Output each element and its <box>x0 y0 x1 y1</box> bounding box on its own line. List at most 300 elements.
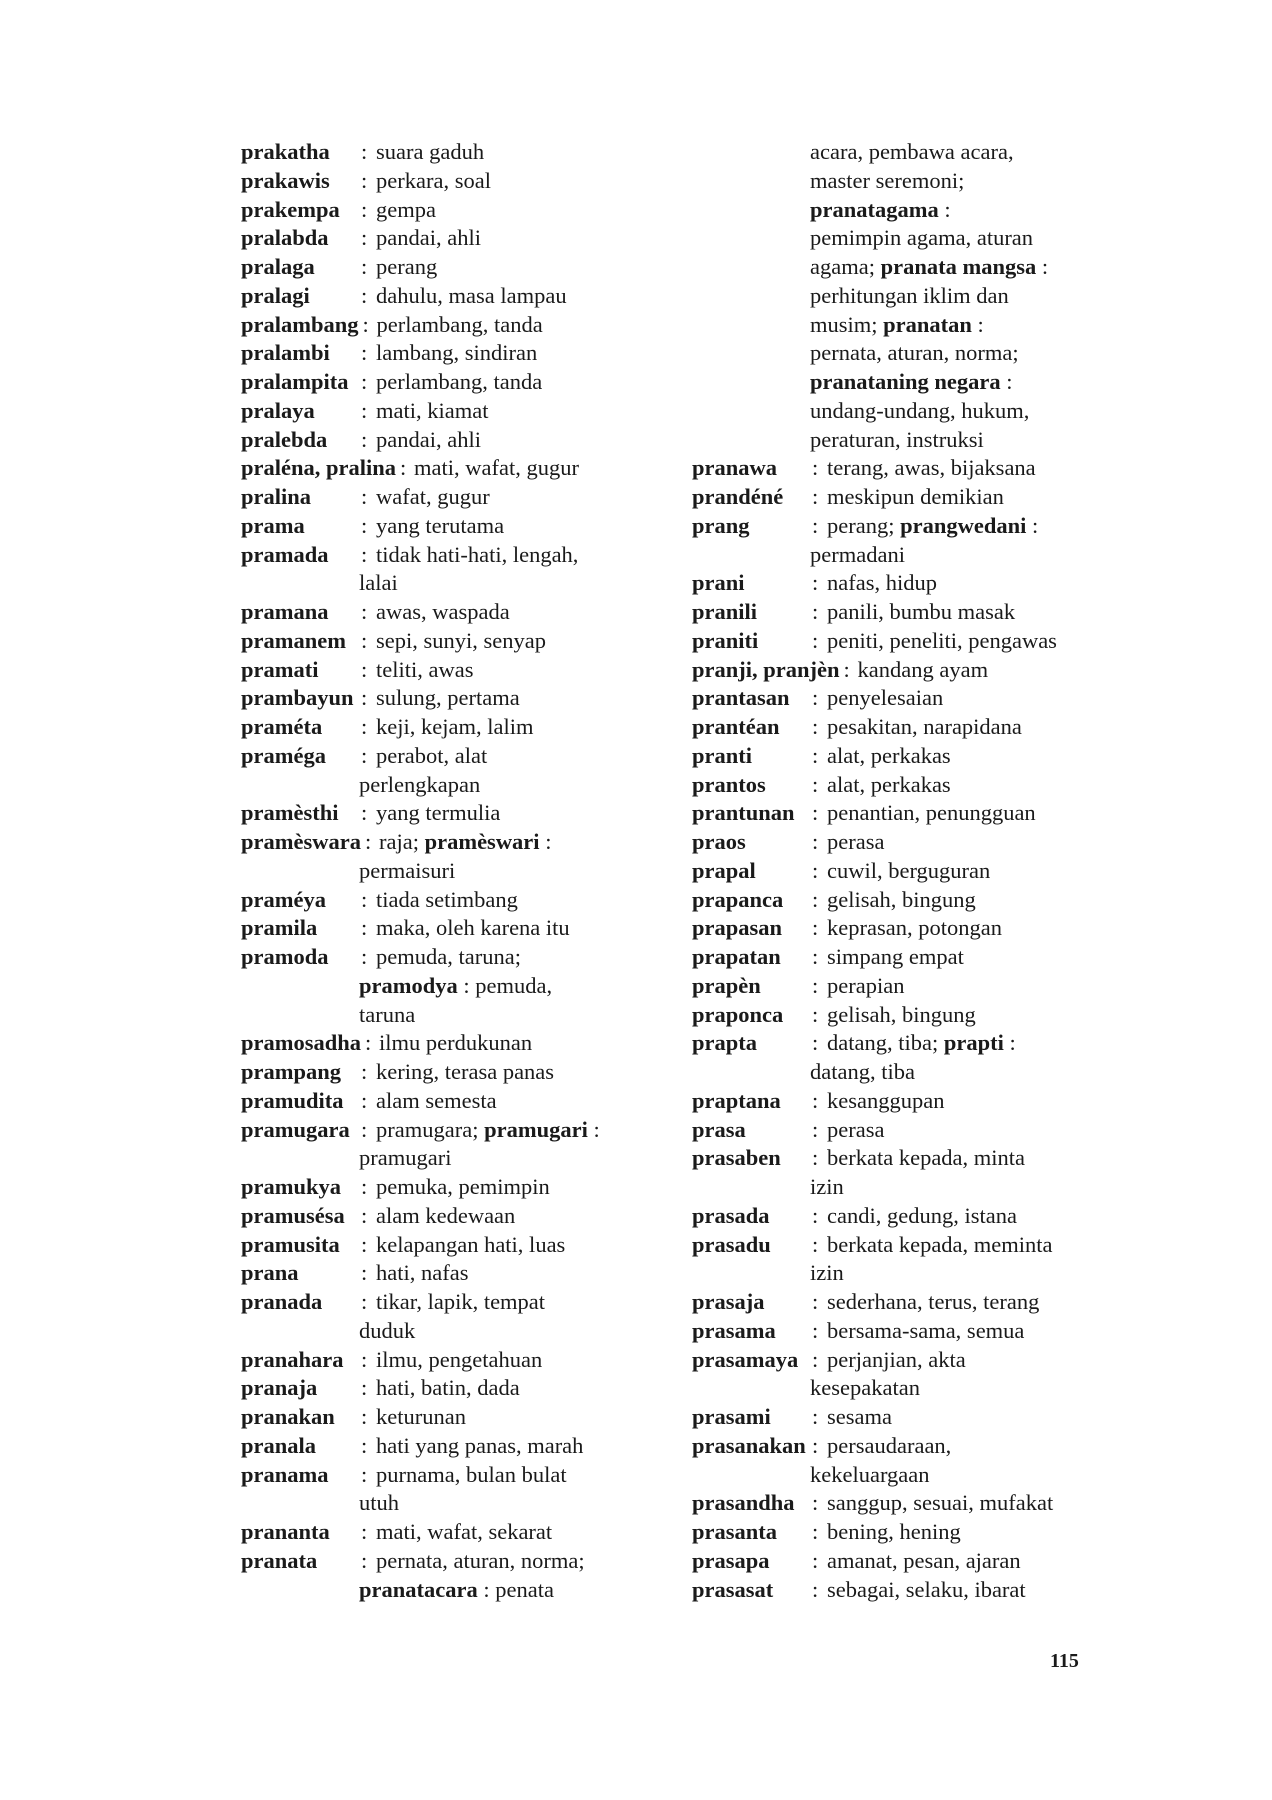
continuation-definition: duduk <box>359 1317 416 1343</box>
dictionary-entry <box>692 1202 1092 1231</box>
headword: pralaga <box>241 254 315 279</box>
continuation-line <box>241 857 651 886</box>
dictionary-entry <box>692 627 1092 656</box>
separator-colon: : <box>361 426 368 452</box>
headword: prasanta <box>692 1519 778 1544</box>
separator-colon: : <box>361 1519 368 1544</box>
separator-colon: : <box>361 1087 368 1113</box>
dictionary-entry <box>241 1058 651 1087</box>
sub-headword: pramugari <box>484 1116 588 1142</box>
separator-colon: : <box>361 1202 368 1228</box>
headword: pramèswara <box>241 829 361 854</box>
headword: pranala <box>241 1432 317 1458</box>
headword: prantasan <box>692 685 790 711</box>
dictionary-entry <box>692 742 1092 771</box>
continuation-text <box>810 167 964 196</box>
separator-colon: : <box>812 1576 819 1602</box>
continuation-text <box>810 311 984 340</box>
definition: simpang empat <box>827 944 964 969</box>
definition: perlambang, tanda <box>376 311 543 337</box>
continuation-definition: izin <box>810 1260 844 1286</box>
dictionary-entry <box>692 656 1092 685</box>
headword: pramila <box>241 915 318 941</box>
continuation-text <box>810 397 1029 426</box>
definition: lambang, sindiran <box>376 340 538 366</box>
continuation-definition: : <box>1006 369 1013 394</box>
dictionary-entry <box>241 1288 651 1317</box>
headword: pralampita <box>241 369 349 394</box>
dictionary-entry <box>692 1403 1092 1432</box>
definition: keturunan <box>376 1404 466 1429</box>
dictionary-entry <box>692 483 1092 512</box>
separator-colon: : <box>361 886 368 912</box>
separator-colon: : <box>812 944 819 969</box>
continuation-line <box>241 972 651 1001</box>
dictionary-entry <box>241 1461 651 1490</box>
continuation-line <box>692 224 1092 253</box>
dictionary-entry <box>241 1259 651 1288</box>
headword: prasami <box>692 1404 771 1429</box>
separator-colon: : <box>400 455 407 481</box>
separator-colon: : <box>812 972 819 998</box>
continuation-text <box>810 368 1013 397</box>
separator-colon: : <box>361 512 368 538</box>
continuation-definition: musim; <box>810 311 878 337</box>
separator-colon: : <box>361 541 368 567</box>
dictionary-entry <box>241 368 651 397</box>
headword: prasapa <box>692 1547 770 1573</box>
definition: perasa <box>827 1116 885 1142</box>
separator-colon: : <box>361 167 368 193</box>
continuation-line <box>692 1259 1092 1288</box>
right-column <box>692 138 1092 1604</box>
definition: peniti, peneliti, pengawas <box>827 627 1057 653</box>
continuation-text <box>810 339 1019 368</box>
headword: pralina <box>241 484 312 509</box>
dictionary-entry <box>241 541 651 570</box>
dictionary-entry <box>241 1547 651 1576</box>
separator-colon: : <box>812 1346 819 1372</box>
definition: perang <box>376 254 438 279</box>
headword: praptana <box>692 1087 781 1113</box>
separator-colon: : <box>812 512 819 538</box>
separator-colon: : <box>812 455 819 481</box>
headword: prang <box>692 512 750 538</box>
definition: gelisah, bingung <box>827 886 976 912</box>
continuation-line <box>692 282 1092 311</box>
separator-colon: : <box>1041 254 1049 279</box>
definition: perapian <box>827 972 905 998</box>
dictionary-entry <box>692 914 1092 943</box>
headword: pramoda <box>241 944 329 969</box>
separator-colon: : <box>812 570 819 596</box>
separator-colon: : <box>361 656 368 682</box>
separator-colon: : <box>361 742 368 768</box>
continuation-line <box>692 311 1092 340</box>
definition: datang, tiba; prapti : <box>827 1030 1016 1056</box>
headword: pralaya <box>241 397 315 423</box>
separator-colon: : <box>812 886 819 912</box>
continuation-line <box>692 1058 1092 1087</box>
headword: prasanakan <box>692 1432 806 1458</box>
dictionary-entry <box>241 1029 651 1058</box>
dictionary-entry <box>241 656 651 685</box>
continuation-definition: kekeluargaan <box>810 1461 930 1487</box>
definition: tikar, lapik, tempat <box>376 1289 546 1314</box>
dictionary-entry <box>692 1346 1092 1375</box>
continuation-text <box>359 569 398 598</box>
separator-colon: : <box>1032 512 1039 538</box>
dictionary-entry <box>241 1432 651 1461</box>
sub-headword: pranatacara <box>359 1576 478 1602</box>
definition: maka, oleh karena itu <box>376 915 570 941</box>
definition: gelisah, bingung <box>827 1001 976 1027</box>
continuation-line <box>692 1374 1092 1403</box>
continuation-text <box>359 1144 451 1173</box>
headword: pranili <box>692 599 758 624</box>
dictionary-entry <box>692 886 1092 915</box>
continuation-text <box>810 1461 930 1490</box>
continuation-text <box>359 1489 399 1518</box>
separator-colon: : <box>977 311 984 337</box>
separator-colon: : <box>361 1174 368 1199</box>
dictionary-entry <box>692 1087 1092 1116</box>
headword: pramanem <box>241 627 346 653</box>
definition: persaudaraan, <box>827 1432 952 1458</box>
headword: pralambang <box>241 311 359 337</box>
definition: penantian, penungguan <box>827 800 1036 826</box>
page-number: 115 <box>1050 1650 1079 1672</box>
definition: wafat, gugur <box>376 484 490 509</box>
separator-colon: : <box>361 714 368 739</box>
dictionary-entry <box>241 483 651 512</box>
headword: pramugara <box>241 1116 350 1142</box>
separator-colon: : <box>812 829 819 854</box>
continuation-definition: pemimpin agama, aturan <box>810 225 1034 251</box>
continuation-text <box>810 1173 844 1202</box>
separator-colon: : <box>361 340 368 366</box>
headword: prasamaya <box>692 1346 799 1372</box>
separator-colon: : <box>812 915 819 941</box>
dictionary-entry <box>241 454 651 483</box>
dictionary-entry <box>692 857 1092 886</box>
headword: prantunan <box>692 800 795 826</box>
headword: pranata <box>241 1547 318 1573</box>
dictionary-entry <box>241 1346 651 1375</box>
continuation-line <box>241 1489 651 1518</box>
separator-colon: : <box>593 1116 600 1142</box>
sub-headword: prapti <box>943 1030 1004 1056</box>
sub-headword: pramodya <box>359 972 458 998</box>
headword: pramosadha <box>241 1030 362 1056</box>
definition: tiada setimbang <box>376 886 518 912</box>
headword: prakatha <box>241 139 330 164</box>
dictionary-entry <box>692 1116 1092 1145</box>
headword: pralagi <box>241 282 310 308</box>
definition: mati, kiamat <box>376 397 489 423</box>
separator-colon: : <box>812 1404 819 1429</box>
dictionary-entry <box>241 1116 651 1145</box>
separator-colon: : <box>361 225 368 251</box>
dictionary-entry <box>241 282 651 311</box>
dictionary-entry <box>692 1432 1092 1461</box>
continuation-line <box>692 368 1092 397</box>
dictionary-entry <box>241 799 651 828</box>
continuation-line <box>241 1317 651 1346</box>
headword: pramana <box>241 599 329 624</box>
definition: mati, wafat, gugur <box>414 455 579 481</box>
continuation-line <box>241 1576 651 1605</box>
sub-headword: prangwedani <box>900 512 1027 538</box>
continuation-text <box>359 1576 554 1605</box>
separator-colon: : <box>812 1289 819 1314</box>
dictionary-entry <box>692 1029 1092 1058</box>
dictionary-entry <box>241 397 651 426</box>
continuation-line <box>692 1461 1092 1490</box>
definition: perasa <box>827 829 885 854</box>
continuation-text <box>359 972 552 1001</box>
separator-colon: : <box>361 1404 368 1429</box>
separator-colon: : <box>361 599 368 624</box>
definition: alat, perkakas <box>827 742 951 768</box>
headword: pranada <box>241 1289 323 1314</box>
continuation-definition: : pemuda, <box>463 972 553 998</box>
headword: pranama <box>241 1461 329 1487</box>
separator-colon: : <box>361 800 368 826</box>
headword: praponca <box>692 1001 784 1027</box>
definition: pramugara; pramugari : <box>376 1116 600 1142</box>
definition: teliti, awas <box>376 656 474 682</box>
definition: gempa <box>376 196 436 222</box>
dictionary-entry <box>692 1576 1092 1605</box>
definition: kering, terasa panas <box>376 1059 555 1084</box>
continuation-text <box>810 1058 915 1087</box>
separator-colon: : <box>1009 1030 1016 1056</box>
continuation-line <box>692 1173 1092 1202</box>
dictionary-entry <box>692 771 1092 800</box>
headword: pranti <box>692 742 753 768</box>
continuation-line <box>692 397 1092 426</box>
separator-colon: : <box>812 771 819 797</box>
continuation-definition: permadani <box>810 541 905 567</box>
continuation-text <box>810 196 951 225</box>
headword: prambayun <box>241 685 354 711</box>
dictionary-entry <box>692 1288 1092 1317</box>
dictionary-entry <box>241 886 651 915</box>
separator-colon: : <box>361 944 368 969</box>
continuation-definition: master seremoni; <box>810 167 965 193</box>
continuation-definition: undang-undang, hukum, <box>810 397 1030 423</box>
headword: prananta <box>241 1519 330 1544</box>
definition: pandai, ahli <box>376 426 481 452</box>
separator-colon: : <box>812 1116 819 1142</box>
headword: prapal <box>692 857 756 883</box>
dictionary-entry <box>692 1231 1092 1260</box>
continuation-text <box>359 1001 415 1030</box>
dictionary-entry <box>241 713 651 742</box>
continuation-definition: pernata, aturan, norma; <box>810 340 1019 366</box>
left-column <box>241 138 651 1604</box>
definition: perkara, soal <box>376 167 491 193</box>
dictionary-entry <box>241 339 651 368</box>
continuation-text <box>810 1259 844 1288</box>
headword: prakempa <box>241 196 340 222</box>
headword: pramusita <box>241 1231 340 1257</box>
definition: terang, awas, bijaksana <box>827 455 1036 481</box>
definition: hati, nafas <box>376 1260 469 1286</box>
continuation-line <box>692 167 1092 196</box>
definition: pesakitan, narapidana <box>827 714 1022 739</box>
continuation-definition: perlengkapan <box>359 771 481 797</box>
headword: prapta <box>692 1030 758 1056</box>
separator-colon: : <box>365 1030 372 1056</box>
separator-colon: : <box>361 1289 368 1314</box>
continuation-text <box>359 857 455 886</box>
separator-colon: : <box>812 1490 819 1516</box>
definition: tidak hati-hati, lengah, <box>376 541 579 567</box>
headword: prasama <box>692 1317 776 1343</box>
definition: mati, wafat, sekarat <box>376 1519 553 1544</box>
separator-colon: : <box>361 1547 368 1573</box>
definition: suara gaduh <box>376 139 485 164</box>
headword: pranaja <box>241 1375 318 1401</box>
continuation-definition: taruna <box>359 1001 416 1027</box>
definition: dahulu, masa lampau <box>376 282 567 308</box>
headword: prana <box>241 1260 299 1286</box>
definition: sulung, pertama <box>376 685 520 711</box>
continuation-text <box>810 1374 920 1403</box>
continuation-definition: izin <box>810 1174 844 1199</box>
definition: keprasan, potongan <box>827 915 1002 941</box>
definition: perang; prangwedani : <box>827 512 1039 538</box>
continuation-line <box>241 1001 651 1030</box>
separator-colon: : <box>812 1202 819 1228</box>
headword: praméta <box>241 714 323 739</box>
separator-colon: : <box>812 1087 819 1113</box>
continuation-definition: perhitungan iklim dan <box>810 282 1009 308</box>
dictionary-entry <box>241 167 651 196</box>
separator-colon: : <box>361 484 368 509</box>
continuation-line <box>241 1144 651 1173</box>
continuation-text <box>810 426 984 455</box>
continuation-line <box>692 196 1092 225</box>
definition: hati, batin, dada <box>376 1375 520 1401</box>
sub-headword: pranatan <box>883 311 972 337</box>
headword: prasandha <box>692 1490 795 1516</box>
definition: sederhana, terus, terang <box>827 1289 1040 1314</box>
continuation-definition: pramugari <box>359 1145 452 1171</box>
separator-colon: : <box>812 1519 819 1544</box>
headword: pramèsthi <box>241 800 339 826</box>
separator-colon: : <box>361 915 368 941</box>
definition: candi, gedung, istana <box>827 1202 1017 1228</box>
continuation-definition: permaisuri <box>359 857 456 883</box>
separator-colon: : <box>843 656 850 682</box>
continuation-definition: acara, pembawa acara, <box>810 139 1014 164</box>
dictionary-entry <box>692 598 1092 627</box>
separator-colon: : <box>361 1116 368 1142</box>
continuation-line <box>241 771 651 800</box>
dictionary-entry <box>692 972 1092 1001</box>
definition: kelapangan hati, luas <box>376 1231 566 1257</box>
headword: prapatan <box>692 944 781 969</box>
definition: pemuka, pemimpin <box>376 1174 550 1199</box>
dictionary-entry <box>241 1087 651 1116</box>
separator-colon: : <box>361 1375 368 1401</box>
separator-colon: : <box>361 397 368 423</box>
separator-colon: : <box>812 627 819 653</box>
sub-headword: pranataning negara <box>810 369 1001 394</box>
definition: pandai, ahli <box>376 225 481 251</box>
dictionary-entry <box>241 224 651 253</box>
definition: sebagai, selaku, ibarat <box>827 1576 1026 1602</box>
separator-colon: : <box>361 1461 368 1487</box>
continuation-text <box>810 541 905 570</box>
dictionary-entry <box>241 311 651 340</box>
definition: kandang ayam <box>857 656 989 682</box>
continuation-text <box>810 282 1009 311</box>
separator-colon: : <box>361 1432 368 1458</box>
definition: raja; pramèswari : <box>378 829 552 854</box>
separator-colon: : <box>361 196 368 222</box>
separator-colon: : <box>812 599 819 624</box>
continuation-definition: kesepakatan <box>810 1375 920 1401</box>
headword: praméga <box>241 742 326 768</box>
dictionary-entry <box>241 684 651 713</box>
continuation-definition: peraturan, instruksi <box>810 426 984 452</box>
headword: pralambi <box>241 340 330 366</box>
dictionary-entry <box>241 253 651 282</box>
separator-colon: : <box>361 254 368 279</box>
continuation-text <box>810 253 1048 282</box>
definition: purnama, bulan bulat <box>376 1461 567 1487</box>
dictionary-entry <box>241 1403 651 1432</box>
dictionary-entry <box>692 828 1092 857</box>
separator-colon: : <box>361 1231 368 1257</box>
headword: prandéné <box>692 484 784 509</box>
headword: praméya <box>241 886 326 912</box>
continuation-text <box>810 224 1033 253</box>
definition: hati yang panas, marah <box>376 1432 584 1458</box>
dictionary-entry <box>241 943 651 972</box>
separator-colon: : <box>812 1001 819 1027</box>
headword: prasasat <box>692 1576 774 1602</box>
headword: pranawa <box>692 455 778 481</box>
dictionary-entry <box>241 1374 651 1403</box>
dictionary-entry <box>692 569 1092 598</box>
headword: pranahara <box>241 1346 344 1372</box>
definition: alat, perkakas <box>827 771 951 797</box>
separator-colon: : <box>812 1547 819 1573</box>
dictionary-entry <box>692 713 1092 742</box>
headword: prasadu <box>692 1231 771 1257</box>
headword: prasaja <box>692 1289 765 1314</box>
headword: praléna, pralina <box>241 455 397 481</box>
definition: yang termulia <box>376 800 501 826</box>
definition: pemuda, taruna; <box>376 944 521 969</box>
definition: pernata, aturan, norma; <box>376 1547 585 1573</box>
headword: prapèn <box>692 972 761 998</box>
dictionary-entry <box>692 512 1092 541</box>
dictionary-entry <box>692 1317 1092 1346</box>
continuation-definition: : <box>944 196 951 222</box>
dictionary-entry <box>241 914 651 943</box>
dictionary-entry <box>241 1231 651 1260</box>
separator-colon: : <box>812 484 819 509</box>
dictionary-entry <box>241 1518 651 1547</box>
continuation-definition: utuh <box>359 1490 400 1516</box>
headword: pralabda <box>241 225 329 251</box>
